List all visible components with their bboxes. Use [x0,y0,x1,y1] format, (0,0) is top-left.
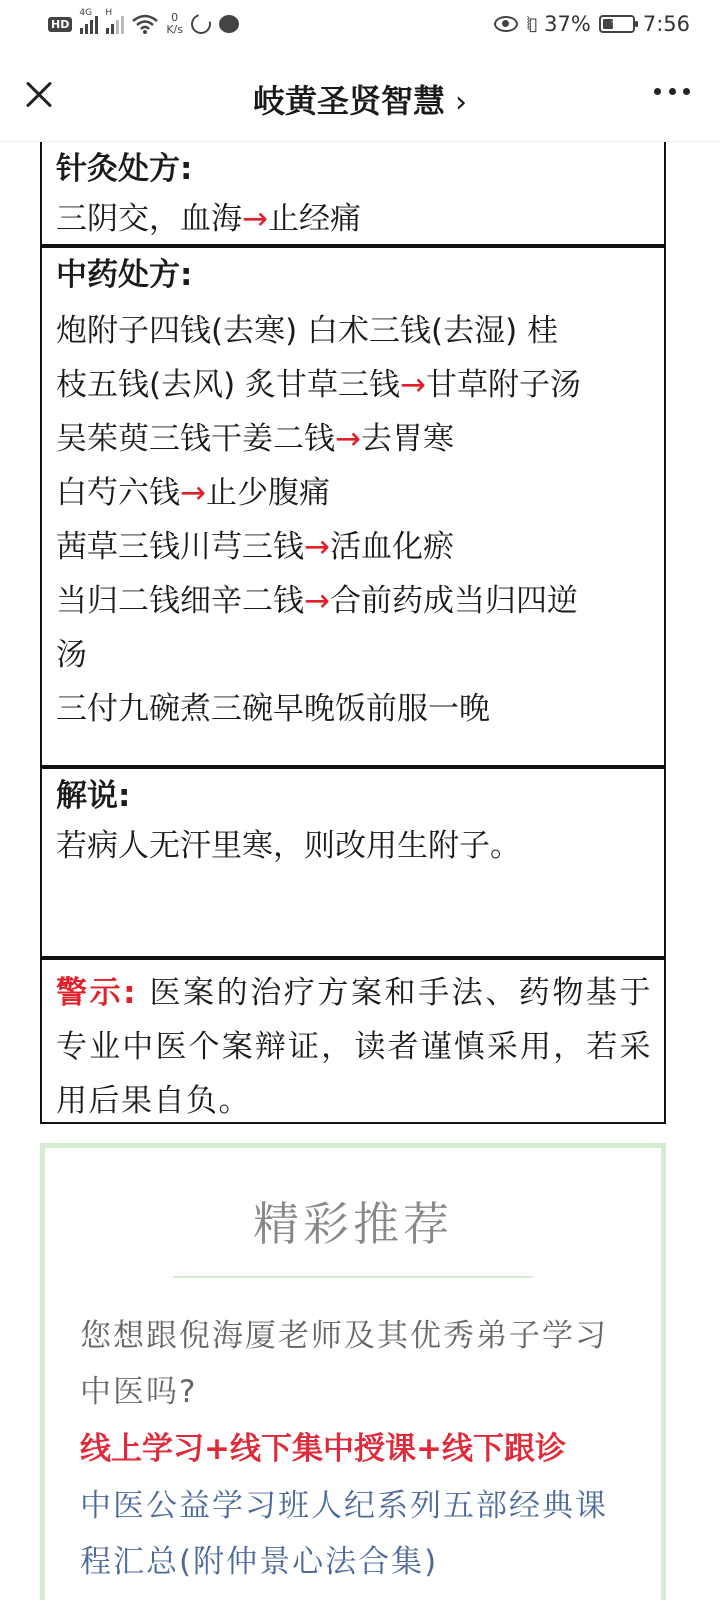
battery-icon [599,15,635,33]
section-heading: 中药处方: [56,257,193,293]
recommend-card [40,1143,666,1600]
herb-prescription-section [40,246,666,767]
arrow-icon: → [335,421,361,457]
eye-icon [494,16,518,32]
herb-line: 茜草三钱川芎三钱→活血化瘀 [56,529,454,565]
section-heading: 解说: [56,778,131,814]
herb-line: 吴茱萸三钱干姜二钱→去胃寒 [56,421,454,457]
more-options-icon[interactable] [654,88,690,98]
divider [173,1276,533,1278]
herb-line: 三付九碗煮三碗早晚饭前服一晚 [56,691,490,727]
signal-icon-2: H [106,14,124,34]
warning-section [40,958,666,1124]
warning-text: 警示: 医案的治疗方案和手法、药物基于专业中医个案辩证，读者谨慎采用，若采用后果自负。 [56,975,652,1119]
herb-line: 当归二钱细辛二钱→合前药成当归四逆 [56,583,578,619]
arrow-icon: → [304,529,330,565]
status-bar [0,0,720,48]
page-title: 岐黄圣贤智慧 [252,82,445,120]
acupuncture-line: 三阴交，血海→止经痛 [56,201,361,237]
battery-percent: 37% [544,12,591,36]
explanation-text: 若病人无汗里寒，则改用生附子。 [56,828,521,864]
warning-label: 警示: [56,975,138,1011]
sync-icon [187,10,214,37]
network-speed: 0 K/s [166,11,183,36]
herb-line: 白芍六钱→止少腹痛 [56,475,330,511]
recommend-title: 精彩推荐 [253,1197,453,1251]
arrow-icon: → [400,367,427,403]
arrow-icon: → [180,475,206,511]
status-left [48,8,239,40]
recommend-link[interactable]: 中医公益学习班人纪系列五部经典课程汇总(附仲景心法合集) [80,1488,608,1580]
hd-icon: HD [48,17,72,32]
nav-bar [0,48,720,142]
herb-lines [56,304,652,736]
recommend-highlight: 线上学习+线下集中授课+线下跟诊 [80,1431,566,1467]
article-content [40,142,666,1124]
status-right [494,8,690,40]
section-heading: 针灸处方: [56,151,193,187]
recommend-intro: 您想跟倪海厦老师及其优秀弟子学习中医吗? [80,1318,608,1410]
herb-line: 炮附子四钱(去寒) 白术三钱(去湿) 桂 [56,313,559,349]
acupuncture-section [40,142,666,246]
herb-line: 枝五钱(去风) 炙甘草三钱→甘草附子汤 [56,367,582,403]
wifi-icon [132,14,158,34]
vibrate-icon: ⦚▯ [526,13,537,35]
arrow-icon: → [304,583,330,619]
explanation-section [40,767,666,958]
signal-icon: 4G [80,14,98,34]
arrow-icon: → [242,201,268,237]
clock: 7:56 [642,12,690,36]
herb-line: 汤 [56,637,87,673]
account-title[interactable] [0,76,720,122]
chat-icon [219,15,239,33]
leaf-icon: ❦ [610,18,621,31]
chevron-right-icon: › [455,85,467,120]
